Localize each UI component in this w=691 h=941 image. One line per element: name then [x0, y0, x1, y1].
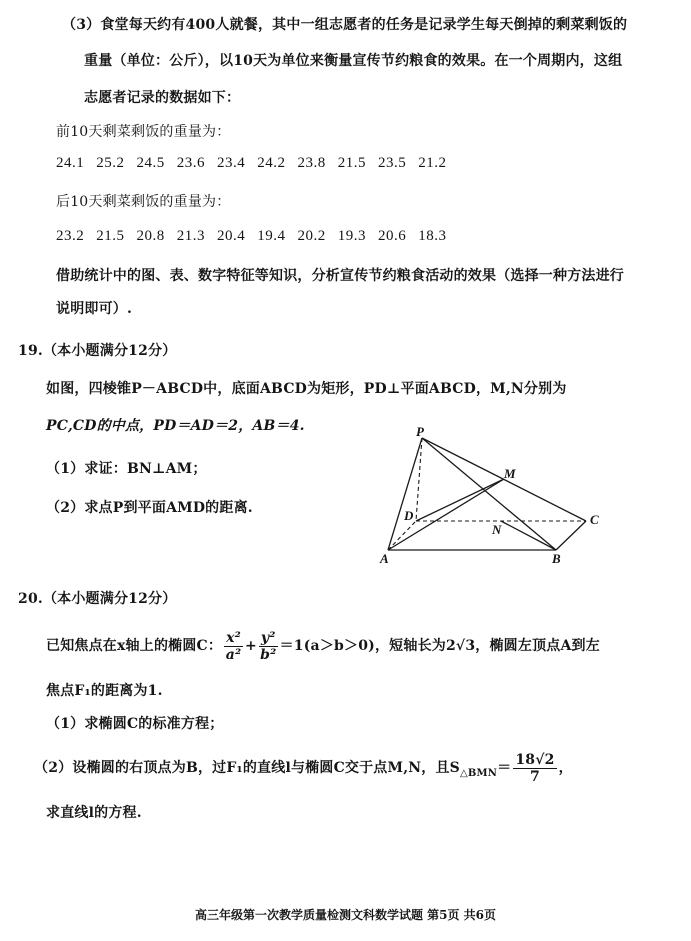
q18-part3-line3: 志愿者记录的数据如下：	[84, 90, 241, 106]
before-value: 23.8	[297, 155, 326, 171]
q19-stem-line2: PC,CD的中点，PD＝AD＝2，AB＝4.	[46, 418, 305, 434]
label-M: M	[504, 466, 516, 481]
edge-PA	[388, 438, 422, 550]
q19-part2: （2）求点P到平面AMD的距离.	[46, 500, 253, 516]
before-data-label: 前10天剩菜剩饭的重量为：	[56, 124, 231, 140]
label-B: B	[552, 551, 561, 566]
after-value: 20.2	[297, 228, 326, 244]
before-data-values	[56, 155, 459, 172]
after-data-label: 后10天剩菜剩饭的重量为：	[56, 194, 231, 210]
edge-PD-hidden	[416, 438, 422, 521]
label-A: A	[380, 551, 389, 566]
q20-stem-line2: 焦点F₁的距离为1.	[46, 683, 163, 699]
after-value: 20.4	[217, 228, 246, 244]
before-value: 24.1	[56, 155, 85, 171]
after-value: 21.3	[176, 228, 205, 244]
before-value: 21.5	[337, 155, 366, 171]
fraction-18root2-7: $\frac{18√2}{7}$	[515, 751, 555, 785]
q20-stem-prefix: 已知焦点在x轴上的椭圆C：	[46, 638, 223, 654]
fraction-x2-a2: $\frac{\text{x²}}{\text{a²}}$	[225, 629, 242, 663]
q20-part2-line2: 求直线l的方程.	[46, 805, 142, 821]
q20-part1: （1）求椭圆C的标准方程；	[46, 716, 224, 732]
label-C: C	[590, 512, 599, 527]
q18-instruction-line2: 说明即可）.	[56, 301, 133, 317]
q19-part1: （1）求证：BN⊥AM；	[46, 461, 207, 477]
q20-part2-line1: （2）设椭圆的右顶点为B，过F₁的直线l与椭圆C交于点M,N，且$S_{\triangle BMN}=$ $\frac{18√2}{7}$ ，	[34, 751, 573, 785]
edge-PB	[422, 438, 556, 550]
label-P: P	[416, 424, 424, 439]
after-value: 19.4	[257, 228, 286, 244]
q18-part3-line2: 重量（单位：公斤），以10天为单位来衡量宣传节约粮食的效果。在一个周期内，这组	[84, 53, 623, 69]
after-value: 23.2	[56, 228, 85, 244]
q20-stem-rest: ＝1(a＞b＞0)，短轴长为2√3，椭圆左顶点A到左	[279, 638, 600, 654]
segment-DM	[416, 479, 504, 521]
q20-stem-line1: 已知焦点在x轴上的椭圆C： $\frac{\text{x²}}{\text{a²}}$ + $\frac{\text{y²}}{\text{b²}}$ ＝1(a＞b＞0)，短轴长为2√3，椭圆左顶点A到左	[46, 629, 600, 663]
before-value: 25.2	[96, 155, 125, 171]
after-value: 21.5	[96, 228, 125, 244]
before-value: 24.5	[136, 155, 165, 171]
before-value: 24.2	[257, 155, 286, 171]
before-value: 23.6	[176, 155, 205, 171]
q18-part3-line1: （3）食堂每天约有400人就餐，其中一组志愿者的任务是记录学生每天倒掉的剩菜剩饭的	[62, 17, 628, 33]
after-value: 18.3	[418, 228, 447, 244]
after-value: 20.8	[136, 228, 165, 244]
after-data-values	[56, 228, 459, 245]
fraction-y2-b2: $\frac{\text{y²}}{\text{b²}}$	[260, 629, 277, 663]
q19-heading: 19.（本小题满分12分）	[18, 343, 177, 359]
q19-stem-line1: 如图，四棱锥P－ABCD中，底面ABCD为矩形，PD⊥平面ABCD，M,N分别为	[46, 381, 567, 397]
label-D: D	[404, 508, 414, 523]
pyramid-figure	[370, 420, 610, 570]
page-footer: 高三年级第一次教学质量检测文科数学试题 第5页 共6页	[194, 908, 497, 922]
before-value: 21.2	[418, 155, 447, 171]
q18-instruction-line1: 借助统计中的图、表、数字特征等知识，分析宣传节约粮食活动的效果（选择一种方法进行	[56, 268, 624, 284]
segment-BN	[501, 521, 556, 550]
before-value: 23.4	[217, 155, 246, 171]
label-N: N	[492, 522, 502, 537]
edge-BC	[556, 521, 586, 550]
q20-heading: 20.（本小题满分12分）	[18, 591, 177, 607]
after-value: 20.6	[378, 228, 407, 244]
triangle-subscript: △BMN	[459, 767, 498, 779]
after-value: 19.3	[337, 228, 366, 244]
before-value: 23.5	[378, 155, 407, 171]
